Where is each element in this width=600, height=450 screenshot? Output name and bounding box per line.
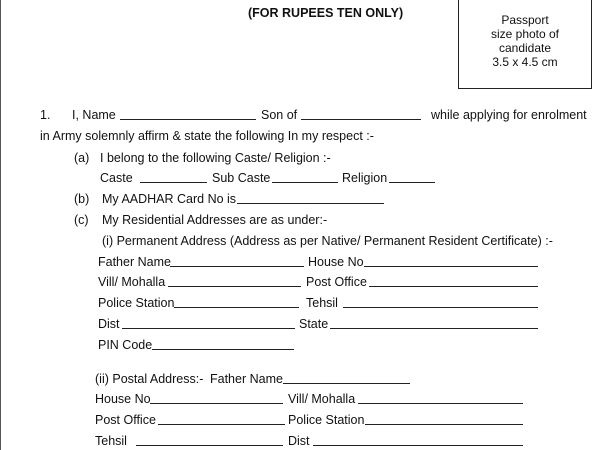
aadhar-label: My AADHAR Card No is: [102, 192, 237, 206]
postal-police-station-field[interactable]: [365, 413, 523, 425]
photo-box-line-4: 3.5 x 4.5 cm: [492, 55, 558, 69]
postal-father-name-field[interactable]: [283, 372, 410, 384]
item-a-label: (a): [74, 151, 90, 165]
perm-police-station-field[interactable]: [174, 296, 299, 308]
affirm-text: in Army solemnly affirm & state the following In my respect :-: [40, 129, 374, 143]
name-field[interactable]: [120, 108, 256, 120]
perm-father-name-field[interactable]: [170, 255, 304, 267]
religion-label: Religion: [342, 171, 388, 185]
perm-dist-field[interactable]: [122, 317, 295, 329]
sub-caste-field[interactable]: [272, 171, 338, 183]
son-of-field[interactable]: [301, 108, 421, 120]
photo-box-line-2: size photo of: [490, 27, 560, 41]
postal-dist-label: Dist: [288, 434, 310, 448]
perm-pin-code-label: PIN Code: [98, 338, 153, 352]
postal-vill-mohalla-field[interactable]: [358, 392, 523, 404]
postal-police-station-label: Police Station: [288, 413, 365, 427]
aadhar-field[interactable]: [237, 192, 384, 204]
perm-state-label: State: [299, 317, 329, 331]
perm-house-no-label: House No: [308, 255, 364, 269]
item-a-text: I belong to the following Caste/ Religion :-: [100, 151, 331, 165]
postal-tehsil-label: Tehsil: [95, 434, 127, 448]
postal-dist-field[interactable]: [313, 434, 523, 446]
perm-tehsil-label: Tehsil: [306, 296, 338, 310]
page-edge: [0, 0, 1, 450]
para-number: 1.: [40, 108, 51, 122]
postal-post-office-label: Post Office: [95, 413, 156, 427]
postal-father-name-label: Father Name: [210, 372, 283, 386]
perm-police-station-label: Police Station: [98, 296, 175, 310]
postal-vill-mohalla-label: Vill/ Mohalla: [288, 392, 356, 406]
perm-dist-label: Dist: [98, 317, 120, 331]
item-c-label: (c): [74, 213, 89, 227]
postal-post-office-field[interactable]: [158, 413, 285, 425]
religion-field[interactable]: [389, 171, 435, 183]
item-b-label: (b): [74, 192, 90, 206]
perm-tehsil-field[interactable]: [343, 296, 538, 308]
form-title: (FOR RUPEES TEN ONLY): [248, 6, 404, 20]
perm-pin-code-field[interactable]: [152, 338, 294, 350]
perm-vill-mohalla-field[interactable]: [168, 275, 301, 287]
postal-house-no-label: House No: [95, 392, 151, 406]
perm-post-office-field[interactable]: [369, 275, 538, 287]
son-of-label: Son of: [261, 108, 298, 122]
perm-father-name-label: Father Name: [98, 255, 171, 269]
postal-house-no-field[interactable]: [150, 392, 283, 404]
photo-box-line-3: candidate: [498, 41, 552, 55]
name-label: I, Name: [72, 108, 116, 122]
while-applying-text: while applying for enrolment: [431, 108, 587, 122]
postal-address-heading: (ii) Postal Address:-: [95, 372, 204, 386]
perm-vill-mohalla-label: Vill/ Mohalla: [98, 275, 166, 289]
caste-label: Caste: [100, 171, 133, 185]
caste-field[interactable]: [140, 171, 207, 183]
residential-addresses-text: My Residential Addresses are as under:-: [102, 213, 328, 227]
sub-caste-label: Sub Caste: [212, 171, 271, 185]
postal-tehsil-field[interactable]: [136, 434, 283, 446]
permanent-address-heading: (i) Permanent Address (Address as per Native/ Permanent Resident Certificate) :-: [102, 234, 553, 248]
photo-box-line-1: Passport: [501, 13, 549, 27]
perm-house-no-field[interactable]: [364, 255, 538, 267]
passport-photo-box: [458, 0, 592, 89]
perm-state-field[interactable]: [330, 317, 538, 329]
perm-post-office-label: Post Office: [306, 275, 367, 289]
